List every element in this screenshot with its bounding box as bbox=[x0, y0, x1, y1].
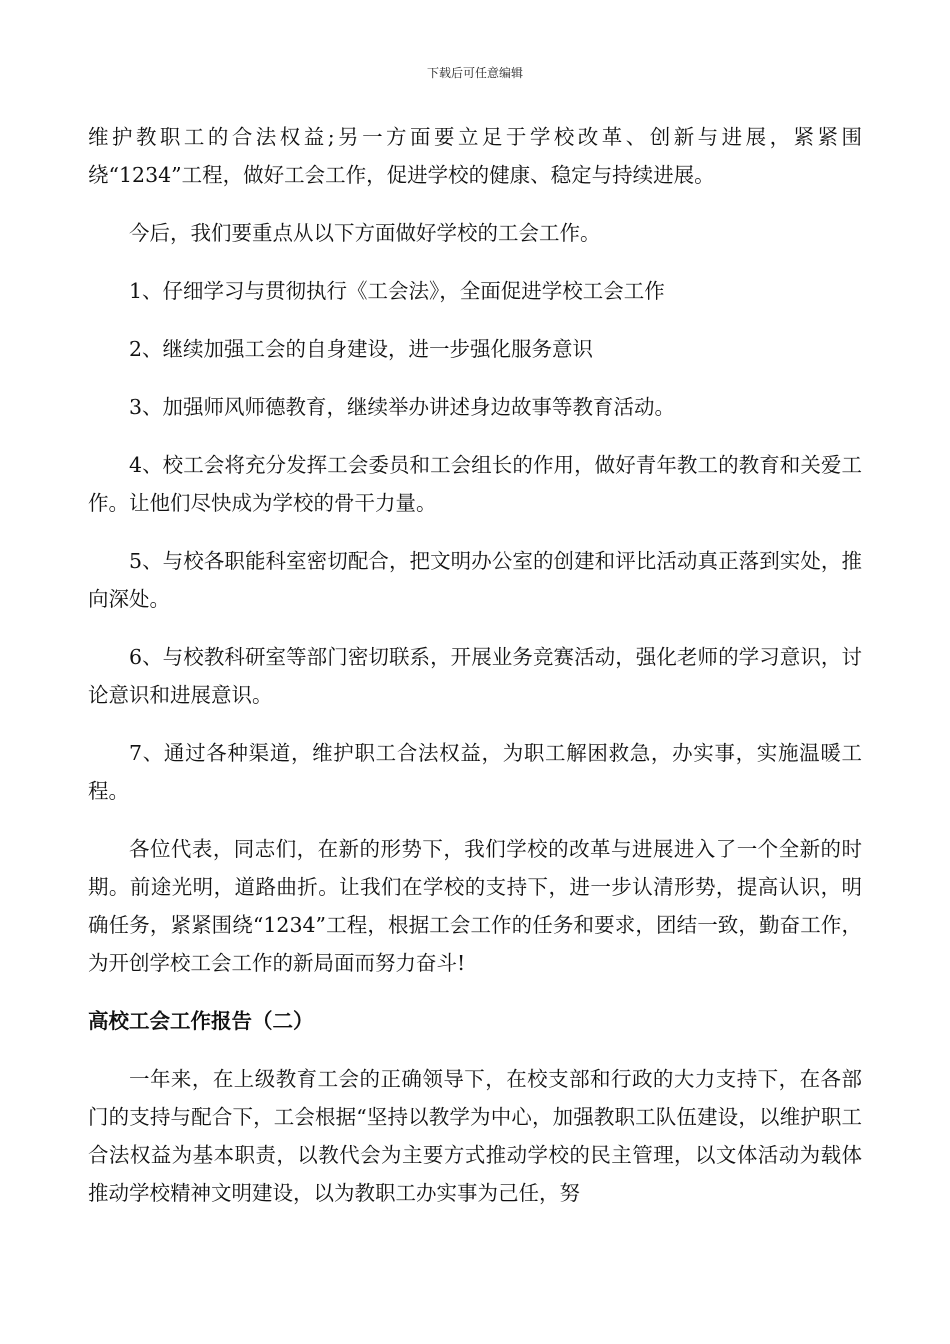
list-item: 3、加强师风师德教育，继续举办讲述身边故事等教育活动。 bbox=[129, 395, 676, 419]
list-item: 6、与校教科研室等部门密切联系，开展业务竞赛活动，强化老师的学习意识，讨论意识和进展意识。 bbox=[88, 645, 862, 707]
list-item: 4、校工会将充分发挥工会委员和工会组长的作用，做好青年教工的教育和关爱工作。让他们尽快成为学校的骨干力量。 bbox=[88, 453, 862, 515]
list-item: 7、通过各种渠道，维护职工合法权益，为职工解困救急，办实事，实施温暖工程。 bbox=[88, 741, 862, 803]
paragraph: 维护教职工的合法权益;另一方面要立足于学校改革、创新与进展，紧紧围绕“1234”工程，做好工会工作，促进学校的健康、稳定与持续进展。 bbox=[88, 125, 862, 187]
list-item: 2、继续加强工会的自身建设，进一步强化服务意识 bbox=[129, 337, 594, 361]
section-title: 高校工会工作报告（二） bbox=[88, 1009, 314, 1033]
paragraph: 今后，我们要重点从以下方面做好学校的工会工作。 bbox=[129, 221, 601, 245]
list-item: 5、与校各职能科室密切配合，把文明办公室的创建和评比活动真正落到实处，推向深处。 bbox=[88, 549, 862, 611]
list-item: 1、仔细学习与贯彻执行《工会法》，全面促进学校工会工作 bbox=[129, 279, 665, 303]
document-body bbox=[88, 118, 862, 1212]
paragraph: 一年来，在上级教育工会的正确领导下，在校支部和行政的大力支持下，在各部门的支持与配合下，工会根据“坚持以教学为中心，加强教职工队伍建设，以维护职工合法权益为基本职责，以教代会为主要方式推动学校的民主管理，以文体活动为载体推动学校精神文明建设，以为教职工办实事为己任，努 bbox=[88, 1067, 862, 1205]
paragraph: 各位代表，同志们，在新的形势下，我们学校的改革与进展进入了一个全新的时期。前途光明，道路曲折。让我们在学校的支持下，进一步认清形势，提高认识，明确任务，紧紧围绕“1234”工程，根据工会工作的任务和要求，团结一致，勤奋工作，为开创学校工会工作的新局面而努力奋斗! bbox=[88, 837, 862, 975]
page-header: 下载后可任意编辑 bbox=[426, 66, 523, 80]
